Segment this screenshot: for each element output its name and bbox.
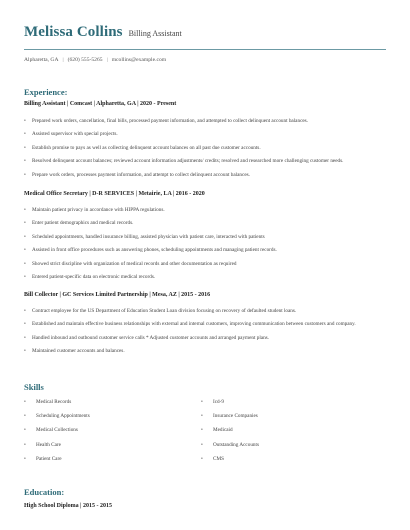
contact-line bbox=[24, 57, 166, 63]
job-heading: Medical Office Secretary | D-R SERVICES | Metairie, LA | 2016 - 2020 bbox=[24, 191, 205, 197]
skill-item: • Patient Care bbox=[24, 456, 194, 463]
skills-list-left bbox=[24, 399, 194, 470]
job-bullet: • Prepared work orders, cancellation, final bills, processed payment information, and attempted to collect delinquent account balances. bbox=[24, 118, 384, 125]
experience-heading: Experience: bbox=[24, 87, 68, 97]
education-heading: Education: bbox=[24, 487, 65, 497]
contact-location: Alpharetta, GA bbox=[24, 57, 59, 63]
job-bullets bbox=[24, 207, 384, 287]
job-bullet: • Prepare work orders, processes payment information, and attempt to collect delinquent account balances. bbox=[24, 172, 384, 179]
job-bullet: • Showed strict discipline with organization of medical records and other documentation as required bbox=[24, 261, 384, 268]
job-bullet: • Established and maintain effective business relationships with external and internal customers, improving communication between customers and company. bbox=[24, 321, 384, 328]
job-bullet: • Resolved delinquent account balances; reviewed account information adjustments/ credits; resolved and researched more challenging customer needs. bbox=[24, 158, 384, 165]
contact-separator: | bbox=[106, 57, 108, 63]
skill-item: • Medical Collections bbox=[24, 427, 194, 434]
skill-item: • CMS bbox=[201, 456, 371, 463]
education-entry: High School Diploma | 2015 - 2015 bbox=[24, 503, 112, 509]
skill-item: • Outstanding Accounts bbox=[201, 442, 371, 449]
contact-email: mcollins@example.com bbox=[111, 57, 167, 63]
contact-separator: | bbox=[62, 57, 64, 63]
job-bullet: • Maintained customer accounts and balances. bbox=[24, 348, 384, 355]
candidate-role: Billing Assistant bbox=[128, 29, 182, 38]
skill-item: • Medical Records bbox=[24, 399, 194, 406]
job-heading: Bill Collector | GC Services Limited Partnership | Mesa, AZ | 2015 - 2016 bbox=[24, 292, 211, 298]
skill-item: • Health Care bbox=[24, 442, 194, 449]
skill-item: • Insurance Companies bbox=[201, 413, 371, 420]
job-bullet: • Handled inbound and outbound customer service calls * Adjusted customer accounts and arranged payment plans. bbox=[24, 335, 384, 342]
job-bullets bbox=[24, 308, 384, 362]
contact-phone: (620) 555-5265 bbox=[67, 57, 103, 63]
candidate-name: Melissa Collins bbox=[24, 24, 123, 40]
header-divider bbox=[24, 49, 386, 50]
skill-item: • Icd-9 bbox=[201, 399, 371, 406]
skills-list-right bbox=[201, 399, 371, 470]
job-bullet: • Maintain patient privacy in accordance with HIPPA regulations. bbox=[24, 207, 384, 214]
job-bullets bbox=[24, 118, 384, 185]
skill-item: • Medicaid bbox=[201, 427, 371, 434]
job-bullet: • Establish promise to pays as well as collecting delinquent account balances on all past due customer accounts. bbox=[24, 145, 384, 152]
job-bullet: • Entered patient-specific data on electronic medical records. bbox=[24, 274, 384, 281]
job-bullet: • Assisted in front office procedures such as answering phones, scheduling appointments and managing patient records. bbox=[24, 247, 384, 254]
job-bullet: • Contract employee for the US Department of Education Student Loan division focusing on recovery of defaulted student loans. bbox=[24, 308, 384, 315]
skills-heading: Skills bbox=[24, 382, 44, 392]
skill-item: • Scheduling Appointments bbox=[24, 413, 194, 420]
resume-header bbox=[24, 24, 386, 41]
job-bullet: • Enter patient demographics and medical records. bbox=[24, 220, 384, 227]
job-heading: Billing Assistant | Comcast | Alpharetta, GA | 2020 - Present bbox=[24, 101, 177, 107]
job-bullet: • Scheduled appointments, handled insurance billing, assisted physician with patient care, interacted with patients bbox=[24, 234, 384, 241]
job-bullet: • Assisted supervisor with special projects. bbox=[24, 131, 384, 138]
